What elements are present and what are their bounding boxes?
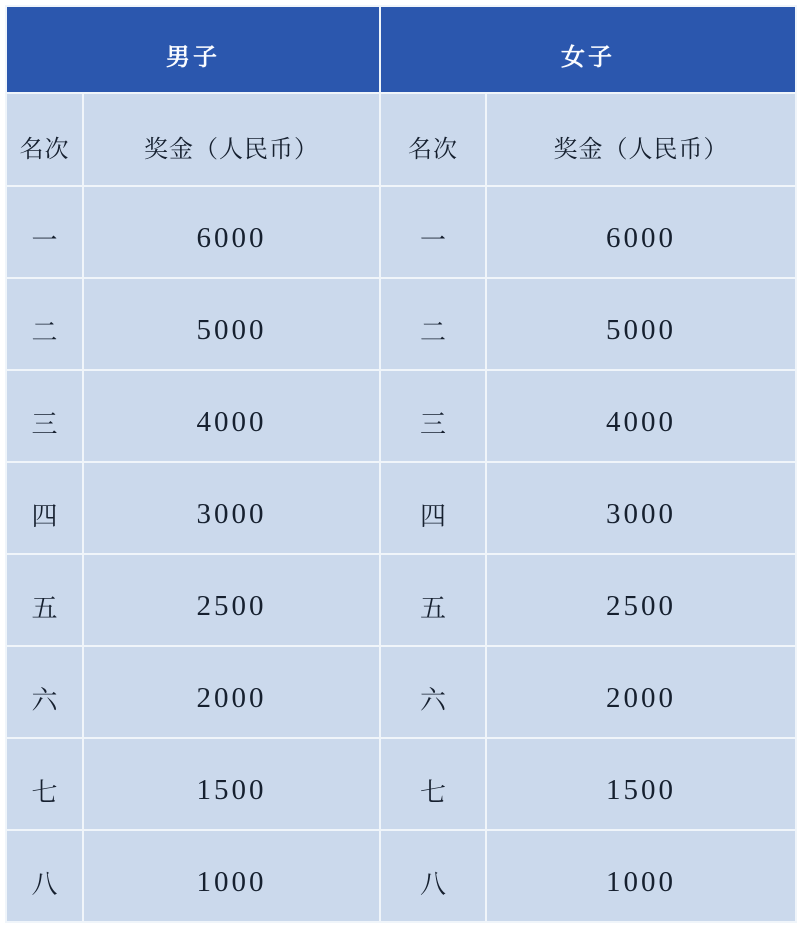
men-rank-cell: 三: [6, 370, 83, 462]
men-prize-cell: 4000: [83, 370, 380, 462]
men-prize-cell: 1000: [83, 830, 380, 922]
women-rank-cell: 六: [380, 646, 486, 738]
women-prize-cell: 4000: [486, 370, 796, 462]
men-prize-cell: 5000: [83, 278, 380, 370]
column-header-women-prize: 奖金（人民币）: [486, 93, 796, 186]
men-prize-cell: 2500: [83, 554, 380, 646]
table-row: [6, 646, 796, 738]
table-row: [6, 830, 796, 922]
group-header-row: [6, 6, 796, 93]
column-header-men-prize: 奖金（人民币）: [83, 93, 380, 186]
men-rank-cell: 一: [6, 186, 83, 278]
women-rank-cell: 二: [380, 278, 486, 370]
table-row: [6, 278, 796, 370]
women-prize-cell: 3000: [486, 462, 796, 554]
men-rank-cell: 七: [6, 738, 83, 830]
table-row: [6, 186, 796, 278]
table-row: [6, 738, 796, 830]
women-rank-cell: 四: [380, 462, 486, 554]
group-header-women: 女子: [380, 6, 796, 93]
women-rank-cell: 八: [380, 830, 486, 922]
men-prize-cell: 1500: [83, 738, 380, 830]
men-prize-cell: 6000: [83, 186, 380, 278]
women-rank-cell: 五: [380, 554, 486, 646]
men-rank-cell: 六: [6, 646, 83, 738]
men-rank-cell: 四: [6, 462, 83, 554]
women-prize-cell: 2500: [486, 554, 796, 646]
table-row: [6, 554, 796, 646]
men-prize-cell: 2000: [83, 646, 380, 738]
women-rank-cell: 三: [380, 370, 486, 462]
men-rank-cell: 五: [6, 554, 83, 646]
column-header-row: [6, 93, 796, 186]
column-header-women-rank: 名次: [380, 93, 486, 186]
women-prize-cell: 1500: [486, 738, 796, 830]
men-prize-cell: 3000: [83, 462, 380, 554]
group-header-men: 男子: [6, 6, 380, 93]
prize-table: [5, 5, 797, 923]
table-row: [6, 462, 796, 554]
men-rank-cell: 八: [6, 830, 83, 922]
women-rank-cell: 一: [380, 186, 486, 278]
column-header-men-rank: 名次: [6, 93, 83, 186]
table-row: [6, 370, 796, 462]
women-prize-cell: 1000: [486, 830, 796, 922]
men-rank-cell: 二: [6, 278, 83, 370]
women-prize-cell: 2000: [486, 646, 796, 738]
women-prize-cell: 6000: [486, 186, 796, 278]
women-rank-cell: 七: [380, 738, 486, 830]
women-prize-cell: 5000: [486, 278, 796, 370]
